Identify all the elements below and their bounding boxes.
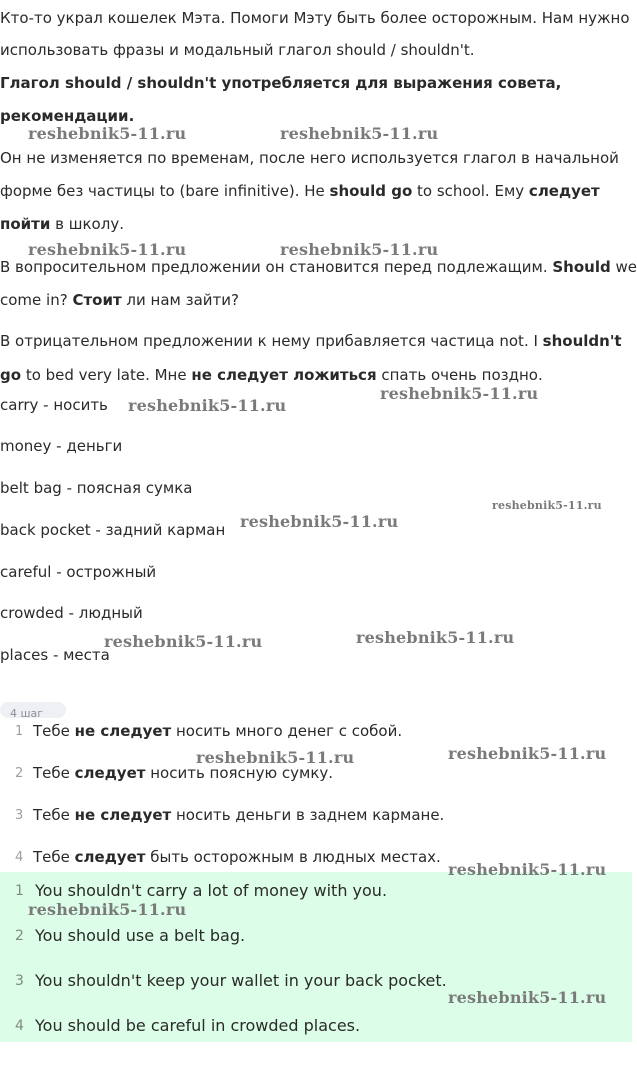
ru-sentence: Тебе следует быть осторожным в людных местах. xyxy=(33,848,441,866)
watermark: reshebnik5-11.ru xyxy=(28,900,187,919)
watermark: reshebnik5-11.ru xyxy=(448,744,607,763)
watermark: reshebnik5-11.ru xyxy=(28,124,187,143)
watermark: reshebnik5-11.ru xyxy=(280,240,439,259)
ru-sentence: Тебе не следует носить деньги в заднем кармане. xyxy=(33,806,445,824)
item-number: 2 xyxy=(15,766,24,781)
ru-sentence: Тебе не следует носить много денег с собой. xyxy=(33,722,403,740)
vocab-item: back pocket - задний карман xyxy=(0,521,226,539)
en-answer: You shouldn't carry a lot of money with you. xyxy=(35,881,388,900)
answer-box xyxy=(0,872,632,1042)
en-answer: You shouldn't keep your wallet in your back pocket. xyxy=(35,971,447,990)
vocab-item: money - деньги xyxy=(0,437,123,455)
watermark: reshebnik5-11.ru xyxy=(240,512,399,531)
watermark: reshebnik5-11.ru xyxy=(356,628,515,647)
step-badge xyxy=(0,702,66,718)
item-number: 1 xyxy=(15,883,24,899)
watermark: reshebnik5-11.ru xyxy=(280,124,439,143)
rule-negative-line-1: В отрицательном предложении к нему прибавляется частица not. I shouldn't xyxy=(0,332,622,350)
item-number: 4 xyxy=(15,850,24,865)
watermark: reshebnik5-11.ru xyxy=(448,988,607,1007)
ru-sentence: Тебе следует носить поясную сумку. xyxy=(33,764,334,782)
intro-line-2: использовать фразы и модальный глагол should / shouldn't. xyxy=(0,41,475,59)
watermark: reshebnik5-11.ru xyxy=(28,240,187,259)
watermark: reshebnik5-11.ru xyxy=(492,499,602,512)
item-number: 3 xyxy=(15,808,24,823)
watermark: reshebnik5-11.ru xyxy=(128,396,287,415)
watermark: reshebnik5-11.ru xyxy=(196,748,355,767)
step-label: 4 шаг xyxy=(10,707,44,720)
en-answer: You should use a belt bag. xyxy=(35,926,246,945)
watermark: reshebnik5-11.ru xyxy=(380,384,539,403)
rule-form-line-3: пойти в школу. xyxy=(0,215,124,233)
rule-negative-line-2: go to bed very late. Мне не следует ложиться спать очень поздно. xyxy=(0,366,543,384)
rule-title-line-1: Глагол should / shouldn't употребляется для выражения совета, xyxy=(0,74,562,92)
rule-title-line-2: рекомендации. xyxy=(0,107,135,125)
rule-form-line-2: форме без частицы to (bare infinitive). He should go to school. Ему следует xyxy=(0,182,600,200)
en-answer: You should be careful in crowded places. xyxy=(35,1016,361,1035)
watermark: reshebnik5-11.ru xyxy=(104,632,263,651)
watermark: reshebnik5-11.ru xyxy=(448,860,607,879)
vocab-item: careful - острожный xyxy=(0,563,157,581)
vocab-item: belt bag - поясная сумка xyxy=(0,479,193,497)
item-number: 2 xyxy=(15,928,24,944)
rule-question-line-2: come in? Стоит ли нам зайти? xyxy=(0,291,239,309)
rule-form-line-1: Он не изменяется по временам, после него используется глагол в начальной xyxy=(0,149,619,167)
vocab-item: carry - носить xyxy=(0,396,108,414)
vocab-item: crowded - людный xyxy=(0,604,143,622)
rule-question-line-1: В вопросительном предложении он становится перед подлежащим. Should we xyxy=(0,258,637,276)
vocab-item: places - места xyxy=(0,646,110,664)
item-number: 3 xyxy=(15,973,24,989)
intro-line-1: Кто-то украл кошелек Мэта. Помоги Мэту быть более осторожным. Нам нужно xyxy=(0,9,630,27)
item-number: 4 xyxy=(15,1018,24,1034)
item-number: 1 xyxy=(15,724,24,739)
